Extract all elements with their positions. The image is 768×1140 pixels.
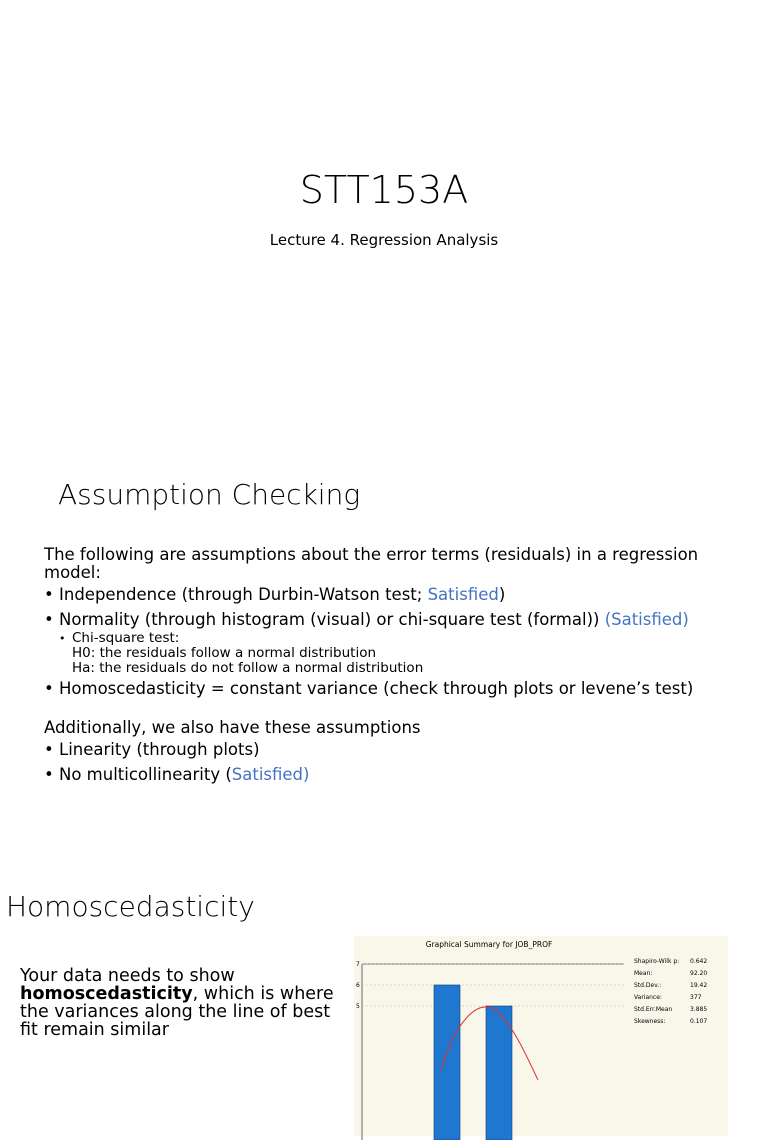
graphical-summary-figure bbox=[354, 936, 728, 1136]
bullet-text: Normality (through histogram (visual) or chi-square test (formal)) bbox=[59, 610, 605, 629]
bullet-text: Homoscedasticity = constant variance (check through plots or levene’s test) bbox=[59, 679, 694, 698]
bullet-text: No multicollinearity ( bbox=[59, 765, 232, 784]
stat-row bbox=[634, 1016, 707, 1028]
stat-value: 3.885 bbox=[690, 1006, 708, 1013]
summary-statistics bbox=[634, 956, 707, 1028]
list-item bbox=[44, 586, 744, 604]
sub-bullet-line: H0: the residuals follow a normal distribution bbox=[72, 645, 377, 661]
stat-row bbox=[634, 968, 707, 980]
slide-assumption-checking bbox=[0, 432, 768, 864]
stat-row bbox=[634, 956, 707, 968]
assumption-list bbox=[44, 680, 744, 698]
sub-bullet-line: • Chi-square test: bbox=[72, 630, 180, 646]
figure-title: Graphical Summary for JOB_PROF bbox=[425, 940, 553, 949]
slide-body-text bbox=[20, 967, 340, 1039]
text-part: Your data needs to show bbox=[20, 966, 235, 986]
list-item bbox=[59, 631, 744, 676]
list-item bbox=[44, 611, 744, 629]
slide-title-heading: STT153A bbox=[299, 168, 469, 212]
bullet-accent: Satisfied bbox=[427, 585, 499, 604]
intro-text: The following are assumptions about the error terms (residuals) in a regression model: bbox=[44, 545, 699, 582]
stat-label: Skewness: bbox=[634, 1018, 666, 1025]
histogram-bar bbox=[486, 1006, 512, 1140]
additional-list bbox=[44, 741, 744, 784]
stat-row bbox=[634, 992, 707, 1004]
bullet-text: Linearity (through plots) bbox=[59, 740, 260, 759]
bullet-accent: Satisfied) bbox=[231, 765, 310, 784]
stat-value: 377 bbox=[690, 994, 702, 1001]
stat-value: 0.107 bbox=[690, 1018, 708, 1025]
list-item bbox=[44, 741, 744, 759]
bullet-tail: ) bbox=[498, 585, 506, 604]
slide-heading: Assumption Checking bbox=[58, 478, 361, 511]
stat-label: Variance: bbox=[634, 994, 662, 1001]
y-tick-label: 5 bbox=[356, 1003, 360, 1010]
sub-bullet-list bbox=[59, 631, 744, 676]
y-tick-label: 6 bbox=[356, 982, 360, 989]
text-part: , which is where the variances along the line of best fit remain similar bbox=[20, 984, 334, 1040]
bullet-text: Independence (through Durbin-Watson test; bbox=[59, 585, 428, 604]
slide-homoscedasticity bbox=[0, 864, 768, 1040]
histogram-bar bbox=[434, 985, 460, 1140]
stat-row bbox=[634, 1004, 707, 1016]
y-tick-label: 7 bbox=[356, 961, 360, 968]
list-item bbox=[44, 766, 744, 784]
stat-value: 92.20 bbox=[690, 970, 708, 977]
slide-subtitle: Lecture 4. Regression Analysis bbox=[269, 231, 499, 249]
sub-bullet-line: Ha: the residuals do not follow a normal distribution bbox=[72, 660, 424, 676]
slide-title bbox=[0, 0, 768, 432]
stat-label: Mean: bbox=[634, 970, 653, 977]
stat-label: Std.Dev.: bbox=[634, 982, 662, 989]
stat-value: 0.642 bbox=[690, 958, 708, 965]
bullet-accent: (Satisfied) bbox=[604, 610, 689, 629]
list-item bbox=[44, 680, 744, 698]
slide-body bbox=[44, 546, 744, 791]
stat-row bbox=[634, 980, 707, 992]
stat-label: Std.Err.Mean bbox=[634, 1006, 673, 1013]
stat-value: 19.42 bbox=[690, 982, 708, 989]
stat-label: Shapiro-Wilk p: bbox=[634, 958, 680, 965]
bold-term: homoscedasticity bbox=[20, 984, 193, 1004]
assumption-list bbox=[44, 586, 744, 629]
histogram-chart bbox=[356, 960, 626, 1140]
additional-intro: Additionally, we also have these assumptions bbox=[44, 718, 421, 737]
slide-heading: Homoscedasticity bbox=[6, 890, 255, 923]
